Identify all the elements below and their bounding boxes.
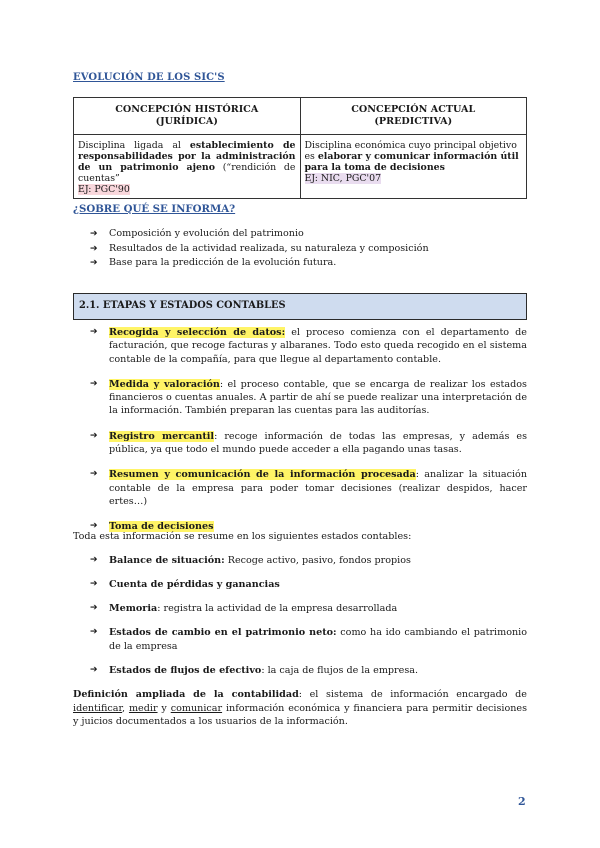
arrow-right-icon: ➔: [90, 469, 98, 480]
list-item: [90, 256, 520, 271]
definition-text: : el sistema de información encargado de: [298, 689, 527, 700]
cell-historica-bold: establecimiento de responsabilidades por la administración de un patrimonio ajeno: [78, 140, 296, 173]
definition-sep: y: [157, 702, 171, 714]
list-item: [90, 664, 527, 677]
arrow-right-icon: ➔: [90, 243, 98, 254]
state-term: Estados de flujos de efectivo: [109, 664, 262, 676]
list-item: [90, 468, 527, 508]
arrow-right-icon: ➔: [90, 327, 98, 337]
step-term: Medida y valoración: [109, 378, 220, 390]
header-actual-line2: (PREDICTIVA): [374, 116, 453, 127]
list-item: [90, 430, 527, 457]
step-term: Toma de decisiones: [109, 521, 214, 533]
section-heading-band: [73, 293, 527, 320]
arrow-right-icon: ➔: [90, 229, 98, 239]
cell-actual-bold: elaborar y comunicar información útil para la toma de decisiones: [304, 151, 519, 173]
state-text: : registra la actividad de la empresa desarrollada: [157, 603, 398, 615]
page-number: 2: [518, 795, 526, 808]
definition-text-end: información económica y financiera para permitir decisiones y juicios documentados a los usuarios de la información.: [73, 702, 527, 727]
arrow-right-icon: ➔: [90, 521, 98, 532]
cell-historica-example: EJ: PGC'90: [78, 184, 130, 195]
list-item: [90, 326, 527, 366]
question-list: [90, 227, 520, 271]
section-title: EVOLUCIÓN DE LOS SIC'S: [73, 72, 225, 83]
list-item: [90, 227, 520, 242]
cell-historica-text-end: (“rendición de cuentas”: [78, 162, 296, 184]
list-item: [90, 602, 527, 615]
arrow-right-icon: ➔: [90, 627, 98, 638]
arrow-right-icon: ➔: [90, 603, 98, 614]
list-item: [90, 626, 527, 653]
list-item: [90, 242, 520, 257]
header-historica: [74, 98, 301, 135]
step-term: Registro mercantil: [109, 430, 215, 442]
cell-actual-example: EJ: NIC, PGC'07: [304, 173, 382, 184]
states-intro: Toda esta información se resume en los siguientes estados contables:: [73, 531, 412, 542]
arrow-right-icon: ➔: [90, 555, 98, 565]
header-historica-line1: CONCEPCIÓN HISTÓRICA: [115, 104, 259, 115]
state-text: como ha ido cambiando el patrimonio de la empresa: [109, 627, 527, 652]
definition-paragraph: [73, 688, 527, 729]
evolution-table: [73, 97, 527, 199]
step-term: Resumen y comunicación de la información procesada: [109, 469, 416, 481]
step-text: el proceso comienza con el departamento de facturación, que recoge facturas y albaranes. Todo esto queda recogido en el sistema contable de la compañía, para que llegue al departamento contable.: [109, 327, 527, 365]
cell-historica-text: Disciplina ligada al: [78, 140, 190, 151]
states-list: [90, 554, 527, 688]
cell-actual: [300, 135, 527, 199]
steps-list: [90, 326, 527, 546]
section2-title: 2.1. ETAPAS Y ESTADOS CONTABLES: [79, 300, 286, 311]
step-text: : recoge información de todas las empresas, y además es pública, ya que todo el mundo puede acceder a ella pagando unas tasas.: [109, 430, 527, 456]
list-item-text: Base para la predicción de la evolución futura.: [109, 257, 337, 269]
cell-actual-text: Disciplina económica cuyo principal objetivo es: [304, 140, 517, 162]
step-term: Recogida y selección de datos:: [109, 327, 286, 338]
definition-term: Definición ampliada de la contabilidad: [73, 689, 299, 700]
arrow-right-icon: ➔: [90, 664, 98, 675]
table-header-row: [74, 98, 527, 135]
step-text: : el proceso contable, que se encarga de realizar los estados financieros o cuentas anuales. A partir de ahí se puede realizar una interpretación de la información. También preparan las cuentas para las auditorías.: [109, 378, 527, 417]
state-term: Cuenta de pérdidas y ganancias: [109, 579, 280, 591]
state-text: Recoge activo, pasivo, fondos propios: [224, 555, 411, 566]
list-item: [90, 578, 527, 591]
list-item: [90, 378, 527, 418]
list-item: [90, 554, 527, 567]
state-text: : la caja de flujos de la empresa.: [261, 664, 419, 676]
definition-verb: medir: [128, 702, 158, 714]
table-row: [74, 135, 527, 199]
header-historica-line2: (JURÍDICA): [155, 116, 218, 127]
question-title: ¿SOBRE QUÉ SE INFORMA?: [73, 203, 236, 215]
arrow-right-icon: ➔: [90, 430, 98, 441]
step-text: : analizar la situación contable de la empresa para poder tomar decisiones (realizar despidos, hacer ertes…): [109, 469, 527, 507]
definition-verb: comunicar: [170, 702, 223, 714]
list-item-text: Resultados de la actividad realizada, su naturaleza y composición: [109, 242, 429, 254]
state-term: Memoria: [109, 603, 158, 615]
list-item-text: Composición y evolución del patrimonio: [109, 228, 304, 239]
header-actual-line1: CONCEPCIÓN ACTUAL: [351, 104, 476, 115]
arrow-right-icon: ➔: [90, 258, 98, 269]
header-actual: [300, 98, 527, 135]
arrow-right-icon: ➔: [90, 579, 98, 590]
definition-sep: ,: [122, 702, 129, 714]
arrow-right-icon: ➔: [90, 378, 98, 389]
state-term: Estados de cambio en el patrimonio neto:: [109, 627, 337, 639]
state-term: Balance de situación:: [109, 555, 225, 566]
cell-historica: [74, 135, 301, 199]
definition-verb: identificar: [73, 702, 123, 714]
